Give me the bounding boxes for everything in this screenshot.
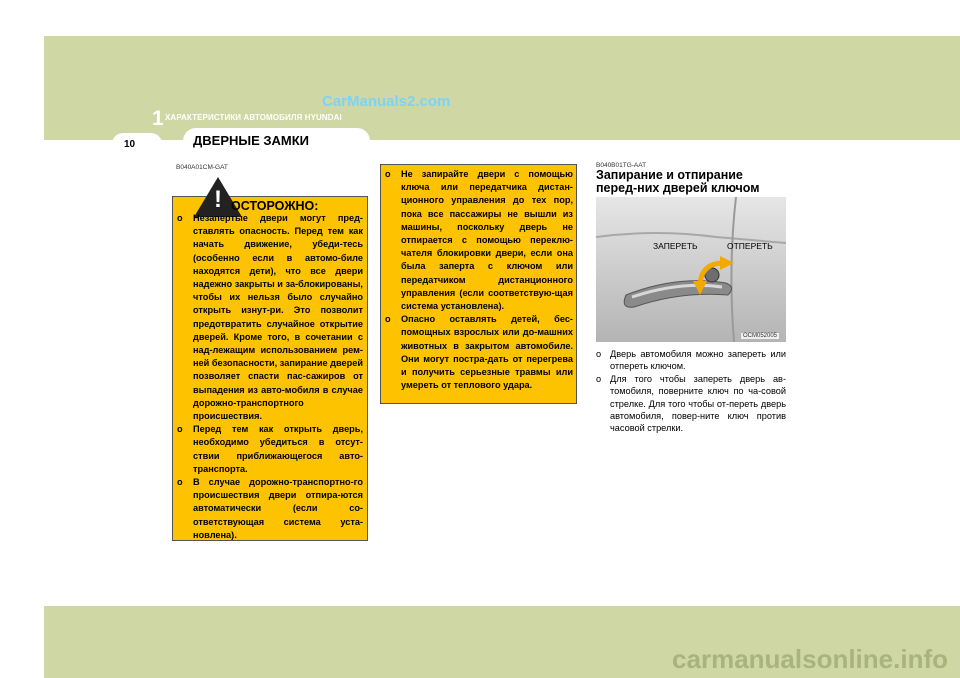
list-item (177, 212, 363, 423)
bullet-marker: o (385, 169, 391, 179)
lock-label: ЗАПЕРЕТЬ (653, 241, 698, 251)
chapter-number: 1 (152, 107, 164, 130)
list-item (385, 313, 573, 392)
header-band (44, 36, 960, 140)
list-item (596, 348, 786, 373)
watermark-bottom[interactable]: carmanualsonline.info (672, 644, 948, 674)
door-lock-drawing (596, 197, 786, 342)
chapter-title: ХАРАКТЕРИСТИКИ АВТОМОБИЛЯ HYUNDAI (165, 113, 342, 122)
warning2-bullet-list (385, 168, 573, 392)
section-title: ДВЕРНЫЕ ЗАМКИ (193, 133, 310, 148)
warning2-bullet-text: Не запирайте двери с помощью ключа или передатчика дистан-ционного управления до тех пор, пока все пассажиры не вышли из машины, поскольку дверь не отпирается с помощью переклю-чателя блокировки двери, если она была заперта с ключом или передатчиком дистанционного управления (если соответствую-щая система установлена). (401, 169, 573, 312)
list-item (596, 373, 786, 435)
bullet-marker: o (596, 373, 602, 384)
bullet-marker: o (177, 213, 183, 223)
warning-bullet-list (177, 212, 363, 542)
watermark-top[interactable]: CarManuals2.com (322, 93, 451, 110)
unlock-label: ОТПЕРЕТЬ (727, 241, 773, 251)
warning-code: B040A01CM-GAT (176, 164, 228, 171)
bullet-marker: o (177, 477, 183, 488)
instruction-text: Дверь автомобиля можно запереть или отпереть ключом. (610, 349, 786, 372)
warning-bullet-text: Незапертые двери могут пред-ставлять опасность. Перед тем как начать движение, убеди-тесь (особенно если в автомо-биле находятся дети), что все двери надежно закрыты и за-блокированы, чтобы их нельзя было случайно открыть изнут-ри. Это позволит предотвратить случайное открытие дверей. Кроме того, в сочетании с над-лежащим использованием рем-ней безопасности, запирание дверей позволяет спасти пас-сажиров от выпадения из авто-мобиля в случае дорожно-транспортного происшествия. (193, 213, 363, 422)
image-code: OCM052005 (743, 333, 778, 339)
list-item (177, 423, 363, 476)
subsection-title: Запирание и отпирание перед-них дверей ключом (596, 168, 760, 195)
list-item (385, 168, 573, 313)
warning-exclamation: ! (214, 186, 222, 213)
bullet-marker: o (177, 424, 183, 435)
list-item (177, 476, 363, 542)
warning2-bullet-text: Опасно оставлять детей, бес-помощных взрослых или до-машних животных в закрытом автомобиле. Они могут пострa-дать от перегрева и получить серьезные травмы или умереть от теплового удара. (401, 314, 573, 391)
warning-heading: ОСТОРОЖНО: (231, 199, 319, 213)
section-code: B040B01TG-AAT (596, 162, 647, 169)
bullet-marker: o (596, 349, 602, 359)
page-number-pill (112, 133, 162, 155)
bullet-marker: o (385, 314, 391, 325)
warning-bullet-text: Перед тем как открыть дверь, необходимо убедиться в отсут-ствии приближающегося авто-транспорта. (193, 424, 363, 474)
instruction-text: Для того чтобы запереть дверь ав-томобиля, поверните ключ по ча-совой стрелке. Для того чтобы от-переть дверь автомобиля, повер-ните ключ против часовой стрелки. (610, 373, 786, 434)
instruction-bullet-list (596, 348, 786, 435)
warning-bullet-text: В случае дорожно-транспортно-го происшествия двери отпира-ются автоматически (если со-ответствующая система уста-новлена). (193, 477, 363, 540)
door-lock-illustration (596, 197, 786, 342)
door-panel (596, 197, 786, 342)
page-number: 10 (124, 139, 136, 150)
